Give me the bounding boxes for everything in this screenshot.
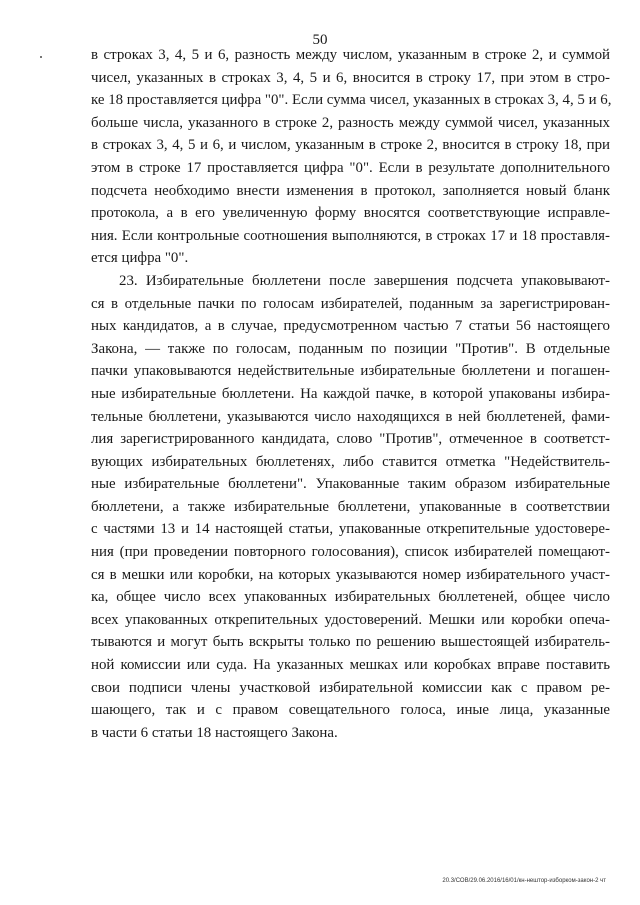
text-line: больше числа, указанного в строке 2, разность между суммой чисел, указанных xyxy=(91,114,610,131)
text-line: шающего, так и с правом совещательного голоса, иные лица, указанные xyxy=(91,702,610,719)
footer-document-code: 20.3/СОВ/29.06.2016/16/01/кн-нештор-изборком-закон-2 чт xyxy=(442,878,606,884)
text-line: всех упакованных открепительных удостоверений. Мешки или коробки опеча- xyxy=(91,611,610,628)
paragraph-item-23 xyxy=(91,270,610,744)
text-line: ке 18 проставляется цифра "0". Если сумма чисел, указанных в строках 3, 4, 5 и 6, xyxy=(91,92,612,109)
text-line: ется цифра "0". xyxy=(91,250,189,267)
text-line: чисел, указанных в строках 3, 4, 5 и 6, вносится в строку 17, при этом в стро- xyxy=(91,69,610,86)
text-line: ных кандидатов, а в случае, предусмотренном частью 7 статьи 56 настоящего xyxy=(91,318,610,335)
document-body xyxy=(91,44,610,744)
page-number: 50 xyxy=(312,32,328,48)
text-line: ния. Если контрольные соотношения выполняются, в строках 17 и 18 проставля- xyxy=(91,227,610,244)
margin-dot xyxy=(40,56,42,58)
text-line: с частями 13 и 14 настоящей статьи, упакованные открепительные удостовере- xyxy=(91,521,610,538)
paragraph-continuation xyxy=(91,44,610,270)
text-line: этом в строке 17 проставляется цифра "0". Если в результате дополнительного xyxy=(91,159,610,176)
text-line: в части 6 статьи 18 настоящего Закона. xyxy=(91,724,338,741)
text-line: ся в отдельные пачки по голосам избирателей, поданным за зарегистрирован- xyxy=(91,295,610,312)
text-line: ные избирательные бюллетени. На каждой пачке, в которой упакованы избира- xyxy=(91,385,610,402)
text-line: бюллетени, а также избирательные бюллетени, упакованные в соответствии xyxy=(91,498,610,515)
text-line: подсчета необходимо внести изменения в протокол, заполняется новый бланк xyxy=(91,182,610,199)
text-line: тельные бюллетени, указываются число находящихся в ней бюллетеней, фами- xyxy=(91,408,610,425)
text-line: пачки упаковываются недействительные избирательные бюллетени и погашен- xyxy=(91,363,610,380)
text-line: лия зарегистрированного кандидата, слово "Против", отмеченное в соответст- xyxy=(91,431,610,448)
text-line: ся в мешки или коробки, на которых указываются номер избирательного участ- xyxy=(91,566,610,583)
text-line: тываются и могут быть вскрыты только по решению вышестоящей избиратель- xyxy=(91,634,610,651)
text-line: Закона, — также по голосам, поданным по позиции "Против". В отдельные xyxy=(91,340,610,357)
text-line: в строках 3, 4, 5 и 6, и числом, указанным в строке 2, вносится в строку 18, при xyxy=(91,137,610,154)
text-line: ной комиссии или суда. На указанных мешках или коробках вправе поставить xyxy=(91,657,610,674)
text-line: ные избирательные бюллетени". Упакованные таким образом избирательные xyxy=(91,476,610,493)
text-line: 23. Избирательные бюллетени после завершения подсчета упаковывают- xyxy=(119,272,610,289)
text-line: свои подписи члены участковой избирательной комиссии как с правом ре- xyxy=(91,679,610,696)
text-line: в строках 3, 4, 5 и 6, разность между числом, указанным в строке 2, и суммой xyxy=(91,47,610,63)
text-line: протокола, а в его увеличенную форму вносятся соответствующие исправле- xyxy=(91,205,610,222)
text-line: вующих избирательных бюллетенях, либо ставится отметка "Недействитель- xyxy=(91,453,610,470)
text-line: ка, общее число всех упакованных избирательных бюллетеней, общее число xyxy=(91,589,610,606)
text-line: ния (при проведении повторного голосования), список избирателей помещают- xyxy=(91,544,610,561)
